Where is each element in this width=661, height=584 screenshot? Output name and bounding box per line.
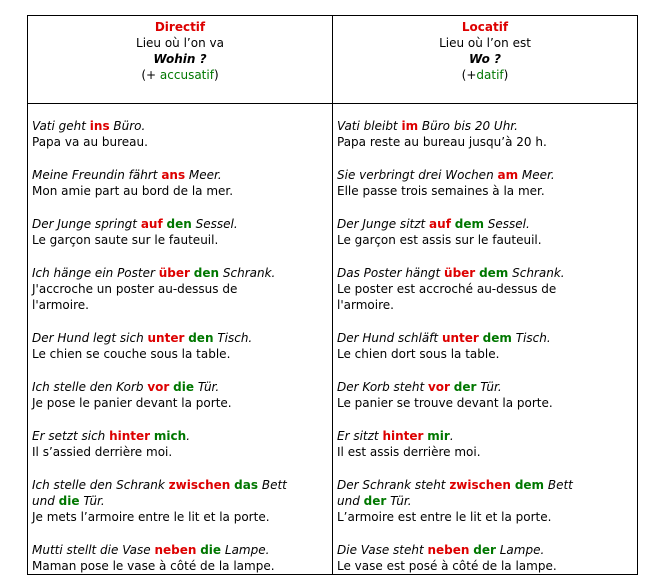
sentence-text: Sessel. (483, 217, 530, 231)
directif-examples (28, 104, 333, 575)
example-block (337, 216, 637, 248)
french-translation: Le chien dort sous la table. (337, 347, 500, 361)
sentence-text: Meine Freundin fährt (32, 168, 162, 182)
sentence-text: Er sitzt (337, 429, 383, 443)
sentence-text: Der Korb steht (337, 380, 428, 394)
article: der (363, 494, 387, 508)
article: mir (427, 429, 450, 443)
german-sentence (32, 428, 332, 444)
sentence-text: Tür. (194, 380, 220, 394)
header-locatif (333, 16, 638, 104)
example-block (32, 477, 332, 525)
french-translation: Il est assis derrière moi. (337, 445, 481, 459)
preposition: zwischen (168, 478, 231, 492)
paren-open: (+ (141, 68, 160, 82)
column-question: Wohin ? (153, 52, 207, 66)
sentence-text: Tür. (79, 494, 105, 508)
german-sentence (337, 493, 637, 509)
french-translation: Je pose le panier devant la porte. (32, 396, 232, 410)
article: das (234, 478, 259, 492)
german-sentence (32, 379, 332, 395)
column-subtitle: Lieu où l’on est (439, 36, 531, 50)
case-name: accusatif (159, 68, 214, 82)
sentence-text: Schrank. (219, 266, 276, 280)
sentence-text: . (449, 429, 454, 443)
french-translation: Le vase est posé à côté de la lampe. (337, 559, 557, 573)
preposition: über (444, 266, 476, 280)
sentence-text: Tür. (476, 380, 502, 394)
column-case-line (28, 67, 332, 83)
column-case-line (333, 67, 637, 83)
sentence-text: Schrank. (508, 266, 565, 280)
sentence-text: Bett (258, 478, 287, 492)
example-block (32, 216, 332, 248)
article: die (173, 380, 194, 394)
sentence-text: Vati geht (32, 119, 90, 133)
example-block (337, 477, 637, 525)
example-block (32, 428, 332, 460)
german-sentence (337, 216, 637, 232)
column-subtitle: Lieu où l’on va (136, 36, 224, 50)
german-sentence (32, 216, 332, 232)
sentence-text: Der Junge springt (32, 217, 141, 231)
sentence-text: Meer. (518, 168, 555, 182)
body-row (28, 104, 638, 575)
french-translation: Le chien se couche sous la table. (32, 347, 231, 361)
sentence-text: Der Hund legt sich (32, 331, 148, 345)
sentence-text: Tür. (386, 494, 412, 508)
french-translation: Maman pose le vase à côté de la lampe. (32, 559, 275, 573)
sentence-text: Sie verbringt drei Wochen (337, 168, 498, 182)
sentence-text: Ich stelle den Korb (32, 380, 148, 394)
german-sentence (337, 542, 637, 558)
german-sentence (32, 542, 332, 558)
column-title: Directif (154, 20, 206, 34)
example-block (32, 330, 332, 362)
preposition: unter (441, 331, 479, 345)
french-translation: L’armoire est entre le lit et la porte. (337, 510, 552, 524)
locatif-examples (333, 104, 638, 575)
article: den (193, 266, 220, 280)
grammar-table (27, 15, 638, 575)
sentence-text: Das Poster hängt (337, 266, 445, 280)
sentence-text: Der Schrank steht (337, 478, 450, 492)
article: der (473, 543, 496, 557)
german-sentence (32, 493, 332, 509)
sentence-text: Die Vase steht (337, 543, 428, 557)
sentence-text: Ich stelle den Schrank (32, 478, 169, 492)
example-block (337, 542, 637, 574)
sentence-text: Lampe. (495, 543, 545, 557)
preposition: ans (161, 168, 186, 182)
article: dem (482, 331, 512, 345)
example-block (32, 265, 332, 313)
column-title: Locatif (461, 20, 509, 34)
german-sentence (337, 118, 637, 134)
sentence-text: Der Junge sitzt (337, 217, 430, 231)
german-sentence (32, 118, 332, 134)
french-translation: Le poster est accroché au-dessus de (337, 282, 557, 296)
preposition: vor (147, 380, 170, 394)
sentence-text: und (337, 494, 364, 508)
preposition: neben (427, 543, 470, 557)
preposition: am (497, 168, 519, 182)
french-translation: Je mets l’armoire entre le lit et la porte. (32, 510, 270, 524)
sentence-text: Büro. (109, 119, 146, 133)
example-block (32, 167, 332, 199)
header-directif (28, 16, 333, 104)
article: die (58, 494, 80, 508)
header-row (28, 16, 638, 104)
paren-close: ) (503, 68, 509, 82)
german-sentence (337, 167, 637, 183)
french-translation: Papa va au bureau. (32, 135, 148, 149)
example-block (337, 265, 637, 313)
preposition: unter (147, 331, 185, 345)
german-sentence (337, 379, 637, 395)
german-sentence (32, 477, 332, 493)
french-translation: Le garçon saute sur le fauteuil. (32, 233, 219, 247)
preposition: zwischen (449, 478, 511, 492)
preposition: auf (140, 217, 163, 231)
preposition: vor (427, 380, 450, 394)
paren-open: (+ (461, 68, 477, 82)
french-translation: J'accroche un poster au-dessus de (32, 282, 238, 296)
example-block (337, 118, 637, 150)
german-sentence (337, 428, 637, 444)
french-translation: l'armoire. (337, 298, 394, 312)
preposition: im (401, 119, 419, 133)
sentence-text: Vati bleibt (337, 119, 402, 133)
sentence-text: Er setzt sich (32, 429, 110, 443)
article: den (188, 331, 214, 345)
example-block (337, 330, 637, 362)
french-translation: Le garçon est assis sur le fauteuil. (337, 233, 542, 247)
french-translation: Il s’assied derrière moi. (32, 445, 173, 459)
sentence-text: Büro bis 20 Uhr. (418, 119, 518, 133)
example-block (32, 118, 332, 150)
sentence-text: und (32, 494, 59, 508)
german-sentence (32, 167, 332, 183)
sentence-text: Sessel. (191, 217, 238, 231)
article: den (166, 217, 192, 231)
german-sentence (337, 477, 637, 493)
preposition: ins (89, 119, 110, 133)
preposition: hinter (382, 429, 424, 443)
preposition: neben (154, 543, 197, 557)
french-translation: Papa reste au bureau jusqu’à 20 h. (337, 135, 547, 149)
article: mich (153, 429, 187, 443)
article: dem (454, 217, 484, 231)
article: der (453, 380, 477, 394)
sentence-text: Ich hänge ein Poster (32, 266, 159, 280)
article: dem (514, 478, 545, 492)
sentence-text: Lampe. (221, 543, 270, 557)
example-block (32, 542, 332, 574)
paren-close: ) (213, 68, 219, 82)
french-translation: Le panier se trouve devant la porte. (337, 396, 553, 410)
french-translation: Elle passe trois semaines à la mer. (337, 184, 545, 198)
preposition: auf (429, 217, 451, 231)
example-block (337, 379, 637, 411)
sentence-text: . (186, 429, 191, 443)
preposition: hinter (109, 429, 151, 443)
german-sentence (337, 265, 637, 281)
german-sentence (32, 330, 332, 346)
sentence-text: Meer. (185, 168, 222, 182)
sentence-text: Der Hund schläft (337, 331, 442, 345)
example-block (337, 167, 637, 199)
sentence-text: Tisch. (511, 331, 551, 345)
sentence-text: Mutti stellt die Vase (32, 543, 155, 557)
french-translation: l'armoire. (32, 298, 89, 312)
column-question: Wo ? (469, 52, 501, 66)
case-name: datif (476, 68, 504, 82)
german-sentence (32, 265, 332, 281)
sentence-text: Tisch. (213, 331, 253, 345)
example-block (337, 428, 637, 460)
article: die (200, 543, 222, 557)
example-block (32, 379, 332, 411)
article: dem (479, 266, 509, 280)
french-translation: Mon amie part au bord de la mer. (32, 184, 234, 198)
german-sentence (337, 330, 637, 346)
sentence-text: Bett (544, 478, 573, 492)
preposition: über (158, 266, 190, 280)
